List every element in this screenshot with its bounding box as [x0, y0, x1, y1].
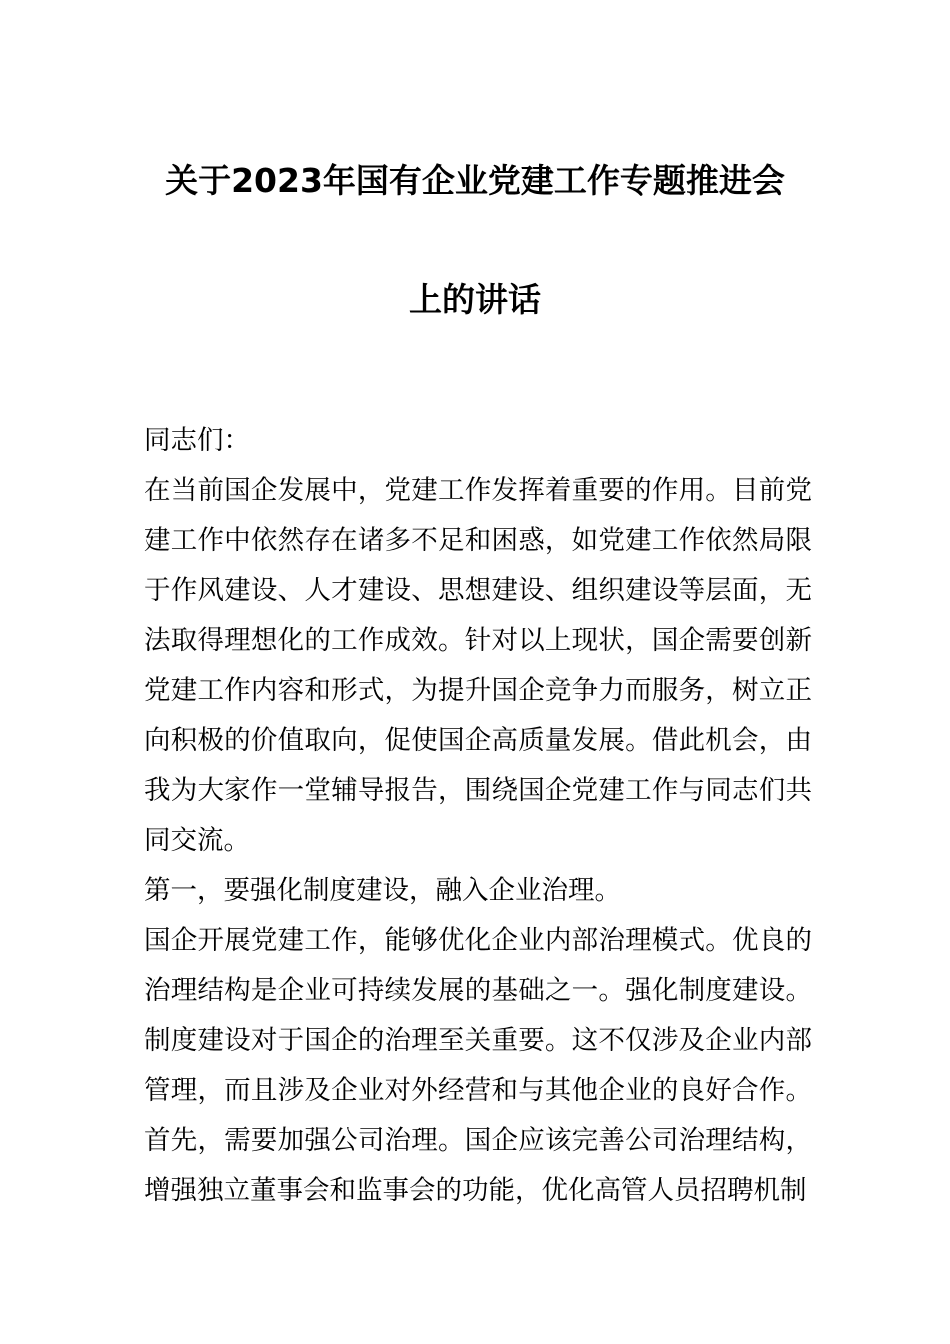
paragraph-intro: 在当前国企发展中，党建工作发挥着重要的作用。目前党建工作中依然存在诸多不足和困惑，如党建工作依然局限于作风建设、人才建设、思想建设、组织建设等层面，无法取得理想化的工作成效。针对以上现状，国企需要创新党建工作内容和形式，为提升国企竞争力而服务，树立正向积极的价值取向，促使国企高质量发展。借此机会，由我为大家作一堂辅导报告，围绕国企党建工作与同志们共同交流。: [144, 475, 812, 856]
document-title-line-2: 上的讲话: [409, 280, 541, 319]
paragraph-governance: 国企开展党建工作，能够优化企业内部治理模式。优良的治理结构是企业可持续发展的基础之一。强化制度建设。制度建设对于国企的治理至关重要。这不仅涉及企业内部管理，而且涉及企业对外经营和与其他企业的良好合作。首先，需要加强公司治理。国企应该完善公司治理结构，增强独立董事会和监事会的功能，优化高管人员招聘机制: [144, 925, 812, 1206]
document-title-line-1: 关于2023年国有企业党建工作专题推进会: [165, 161, 785, 200]
section-heading-first: 第一，要强化制度建设，融入企业治理。: [144, 875, 621, 906]
salutation: 同志们：: [144, 425, 250, 456]
document-body: [144, 416, 812, 1216]
